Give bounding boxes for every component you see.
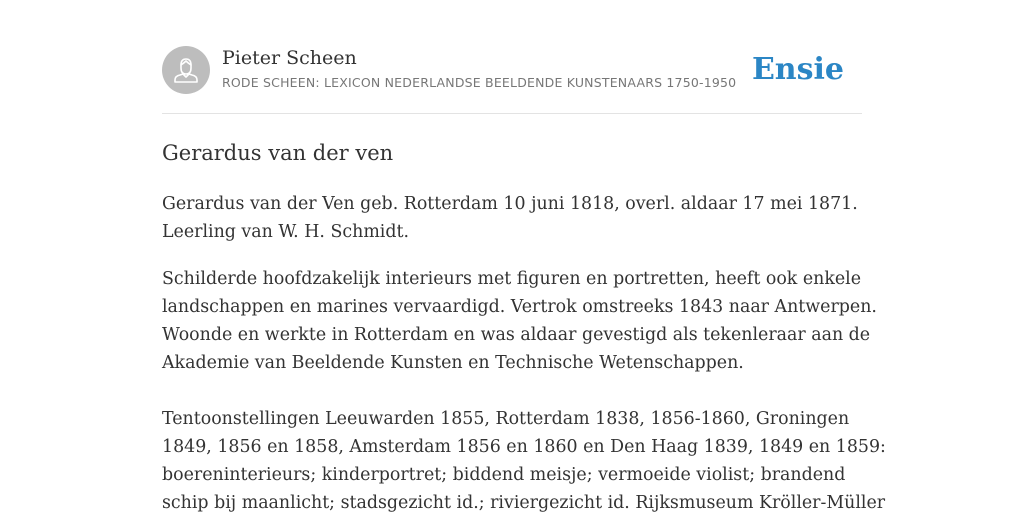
text-line: landschappen en marines vervaardigd. Vertrok omstreeks 1843 naar Antwerpen.	[162, 297, 877, 317]
text-line: Leerling van W. H. Schmidt.	[162, 222, 410, 242]
article-paragraph-3	[162, 405, 886, 512]
article-paragraph-1	[162, 190, 864, 246]
text-line: schip bij maanlicht; stadsgezicht id.; riviergezicht id. Rijksmuseum Kröller-Müller	[162, 493, 886, 512]
brand-logo[interactable]: Ensie	[751, 52, 844, 87]
text-line: Akademie van Beeldende Kunsten en Technische Wetenschappen.	[162, 353, 744, 373]
text-line: Schilderde hoofdzakelijk interieurs met figuren en portretten, heeft ook enkele	[162, 269, 862, 289]
text-line: Woonde en werkte in Rotterdam en was aldaar gevestigd als tekenleraar aan de	[162, 325, 871, 345]
author-name[interactable]: Pieter Scheen	[222, 47, 357, 69]
author-avatar[interactable]	[162, 46, 210, 94]
text-line: Tentoonstellingen Leeuwarden 1855, Rotterdam 1838, 1856-1860, Groningen	[162, 409, 850, 429]
article-paragraph-2	[162, 265, 877, 377]
text-line: Gerardus van der Ven geb. Rotterdam 10 juni 1818, overl. aldaar 17 mei 1871.	[162, 194, 858, 214]
article-title: Gerardus van der ven	[162, 141, 394, 165]
text-line: boereninterieurs; kinderportret; biddend meisje; vermoeide violist; brandend	[162, 465, 846, 485]
header-divider	[162, 113, 862, 114]
source-label[interactable]: RODE SCHEEN: LEXICON NEDERLANDSE BEELDENDE KUNSTENAARS 1750-1950	[222, 75, 737, 90]
text-line: 1849, 1856 en 1858, Amsterdam 1856 en 1860 en Den Haag 1839, 1849 en 1859:	[162, 437, 886, 457]
article-header	[162, 46, 862, 96]
user-avatar-icon	[162, 46, 210, 94]
